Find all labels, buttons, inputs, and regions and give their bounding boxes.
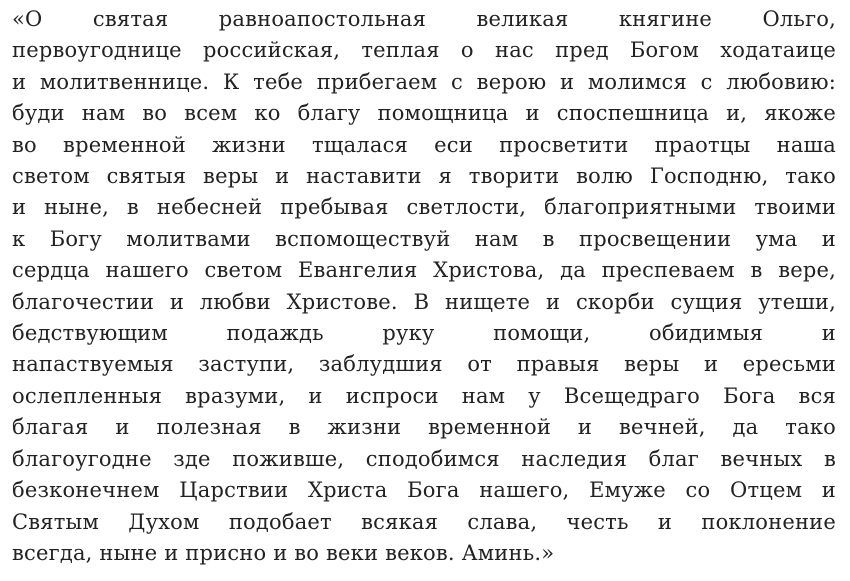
prayer-line: сердца нашего светом Евангелия Христова, да преспеваем в вере, <box>12 258 836 283</box>
prayer-line: и ныне, в небесней пребывая светлости, благоприятными твоими <box>12 195 836 220</box>
prayer-line: «О святая равноапостольная великая княгине Ольго, <box>12 7 836 31</box>
prayer-line: к Богу молитвами вспомоществуй нам в просвещении ума и <box>12 226 836 251</box>
prayer-line: светом святыя веры и наставити я творити волю Господню, тако <box>12 164 836 189</box>
prayer-line: бедствующим подаждь руку помощи, обидимыя и <box>12 321 836 346</box>
prayer-line: во временной жизни тщалася еси просветити праотцы наша <box>12 132 836 157</box>
prayer-line: благоугодне зде поживше, сподобимся наследия благ вечных в <box>12 446 836 471</box>
prayer-line: благая и полезная в жизни временной и вечней, да тако <box>12 415 836 440</box>
prayer-line: Святым Духом подобает всякая слава, честь и поклонение <box>12 509 836 534</box>
prayer-line: первоугоднице российская, теплая о нас пред Богом ходатаице <box>12 38 836 63</box>
prayer-line: напаствуемыя заступи, заблудшия от правыя веры и ересьми <box>12 352 836 377</box>
prayer-line: и молитвеннице. К тебе прибегаем с верою и молимся с любовию: <box>12 69 836 94</box>
prayer-line-final: всегда, ныне и присно и во веки веков. Аминь.» <box>12 540 555 565</box>
prayer-line: безконечнем Царствии Христа Бога нашего, Емуже со Отцем и <box>12 478 836 503</box>
prayer-line: благочестии и любви Христовe. В нищете и скорби сущия утеши, <box>12 289 836 314</box>
prayer-line: буди нам во всем ко благу помощница и споспешница и, якоже <box>12 101 836 126</box>
prayer-text-block <box>12 4 836 569</box>
prayer-line: ослепленныя вразуми, и испроси нам у Всещедраго Бога вся <box>12 383 836 408</box>
